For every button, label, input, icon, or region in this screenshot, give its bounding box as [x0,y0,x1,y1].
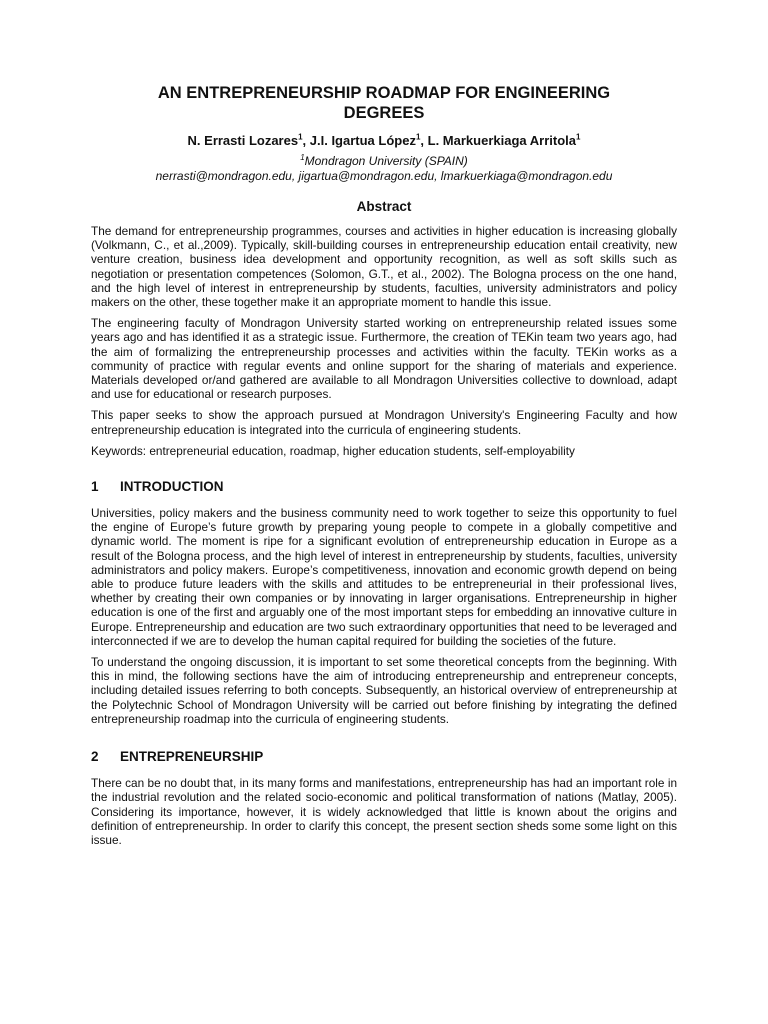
author-name: L. Markuerkiaga Arritola [427,133,576,148]
affiliation-text: Mondragon University (SPAIN) [304,154,468,168]
keywords: Keywords: entrepreneurial education, roadmap, higher education students, self-employability [91,443,575,458]
section-title: ENTREPRENEURSHIP [120,749,264,765]
paper-page [91,83,677,854]
section-number: 2 [91,749,99,765]
section-heading [91,749,677,765]
author-affiliation-mark: 1 [415,132,421,142]
section-number: 1 [91,479,99,495]
author-list [91,133,677,149]
section-heading [91,479,677,495]
section-paragraph: Universities, policy makers and the business community need to work together to seize this opportunity to fuel the engine of Europe’s future growth by preparing young people to compete in a globally competitive and dynamic world. The moment is ripe for a significant evolution of entrepreneurship education in Europe as a result of the Bologna process, and the high level of interest in entrepreneurship by students, faculties, university administrators and policy makers. Europe’s competitiveness, innovation and economic growth depend on being able to produce future leaders with the skills and attitudes to be entrepreneurial in their professional lives, whether by creating their own companies or by innovating in larger organisations. Entrepreneurship in higher education is one of the first and arguably one of the most important steps for embedding an innovative culture in Europe. Entrepreneurship and education are two such extraordinary opportunities that need to be leveraged and interconnected if we are to develop the human capital required for building the societies of the future. [91,506,677,648]
abstract-paragraph: The demand for entrepreneurship programmes, courses and activities in higher education is increasing globally (Volkmann, C., et al.,2009). Typically, skill-building courses in entrepreneurship education entail creativity, new venture creation, business idea development and opportunity recognition, as well as soft skills such as negotiation or presentation competences (Solomon, G.T., et al., 2002). The Bologna process on the one hand, and the high level of interest in entrepreneurship by students, faculties, university administrators and policy makers on the other, these together make it an appropriate moment to handle this issue. [91,224,677,310]
author-affiliation-mark: 1 [298,132,303,142]
affiliation-mark: 1 [300,153,305,162]
author-name: N. Errasti Lozares [187,133,299,148]
section-paragraph: There can be no doubt that, in its many forms and manifestations, entrepreneurship has had an important role in the industrial revolution and the related socio-economic and political transformation of nations (Matlay, 2005). Considering its importance, however, it is widely acknowledged that little is known about the origins and definition of entrepreneurship. In order to clarify this concept, the present section sheds some some light on this issue. [91,776,677,847]
section-title: INTRODUCTION [120,479,224,495]
paper-title: AN ENTREPRENEURSHIP ROADMAP FOR ENGINEERING DEGREES [157,84,611,122]
author-emails: nerrasti@mondragon.edu, jigartua@mondragon.edu, lmarkuerkiaga@mondragon.edu [155,169,613,183]
author-separator: , [420,133,428,148]
abstract-paragraph: The engineering faculty of Mondragon University started working on entrepreneurship related issues some years ago and has identified it as a strategic issue. Furthermore, the creation of TEKin team two years ago, had the aim of formalizing the entrepreneurship processes and activities within the faculty. TEKin works as a community of practice with regular events and online support for the sharing of materials and experience. Materials developed or/and gathered are available to all Mondragon Universities collective to download, adapt and use for educational or research purposes. [91,316,677,402]
author-affiliation-mark: 1 [576,132,581,142]
abstract-heading: Abstract [356,199,412,214]
abstract-paragraph: This paper seeks to show the approach pursued at Mondragon University's Engineering Faculty and how entrepreneurship education is integrated into the curricula of engineering students. [91,408,677,437]
affiliation [91,154,677,169]
author-name: J.I. Igartua López [309,133,416,148]
section-paragraph: To understand the ongoing discussion, it is important to set some theoretical concepts from the beginning. With this in mind, the following sections have the aim of introducing entrepreneurship and entrepreneur concepts, including detailed issues referring to both concepts. Subsequently, an historical overview of entrepreneurship at the Polytechnic School of Mondragon University will be carried out before finishing by integrating the defined entrepreneurship roadmap into the curricula of engineering students. [91,655,677,726]
author-separator: , [302,133,310,148]
